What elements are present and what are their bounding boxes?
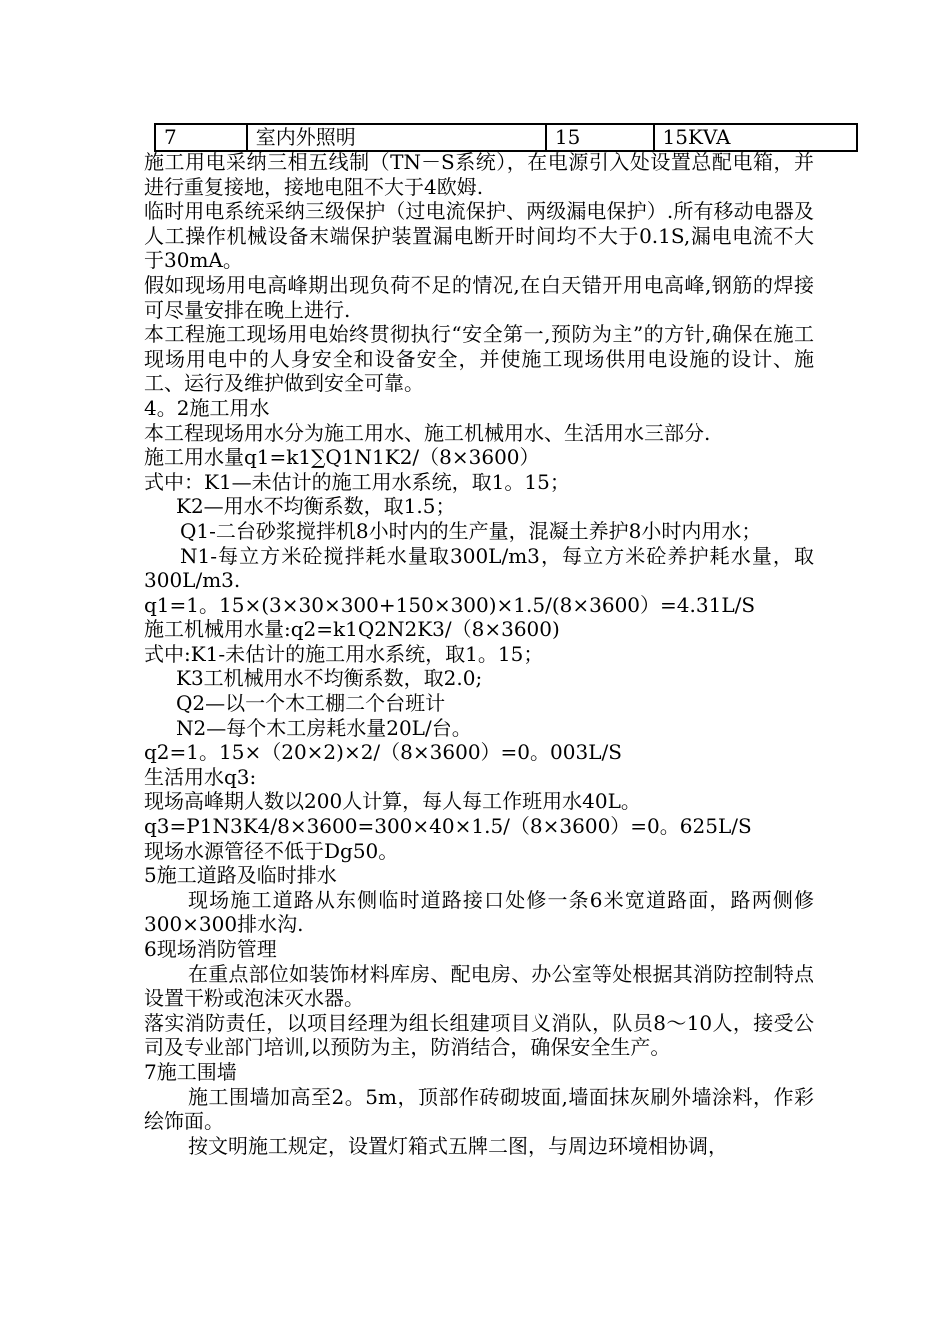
section-heading: 6现场消防管理 [144, 937, 277, 961]
paragraph: 施工用电采纳三相五线制（TN－S系统），在电源引入处设置总配电箱，并进行重复接地，接地电阻不大于4欧姆. [144, 150, 814, 199]
paragraph: 式中：K1—未估计的施工用水系统，取1。15； [144, 469, 570, 494]
cell-qty: 15 [546, 124, 654, 151]
document-body [144, 150, 814, 1158]
paragraph: 落实消防责任，以项目经理为组长组建项目义消队，队员8～10人，接受公司及专业部门培训,以预防为主，防消结合，确保安全生产。 [144, 1010, 814, 1060]
paragraph: 现场高峰期人数以200人计算，每人每工作班用水40L。 [144, 789, 641, 814]
paragraph: 临时用电系统采纳三级保护（过电流保护、两级漏电保护）.所有移动电器及人工操作机械设备末端保护装置漏电断开时间均不大于0.1S,漏电电流不大于30mA。 [144, 199, 814, 273]
definition-line: K3工机械用水不均衡系数，取2.0; [176, 666, 483, 691]
cell-no: 7 [155, 124, 247, 151]
paragraph: 现场水源管径不低于Dg50。 [144, 838, 399, 863]
paragraph: 本工程现场用水分为施工用水、施工机械用水、生活用水三部分. [144, 420, 711, 445]
formula-line: q1=1。15×(3×30×300+150×300)×1.5/(8×3600）=4.31L/S [144, 592, 756, 617]
paragraph: 现场施工道路从东侧临时道路接口处修一条6米宽道路面，路两侧修300×300排水沟. [144, 887, 814, 937]
definition-line: N1-每立方米砼搅拌耗水量取300L/m3，每立方米砼养护耗水量，取300L/m3. [144, 543, 814, 593]
section-heading: 4。2施工用水 [144, 395, 270, 420]
paragraph: 式中:K1-未估计的施工用水系统，取1。15； [144, 641, 544, 666]
paragraph: 按文明施工规定，设置灯箱式五牌二图，与周边环境相协调， [188, 1133, 728, 1158]
paragraph: 假如现场用电高峰期出现负荷不足的情况,在白天错开用电高峰,钢筋的焊接可尽量安排在晚上进行. [144, 272, 814, 322]
table-row [155, 124, 857, 151]
formula-line: 施工机械用水量:q2=k1Q2N2K3/（8×3600) [144, 617, 560, 642]
paragraph: 在重点部位如装饰材料库房、配电房、办公室等处根据其消防控制特点设置干粉或泡沫灭水器。 [144, 961, 814, 1011]
paragraph: 生活用水q3: [144, 764, 257, 789]
cell-power: 15KVA [654, 124, 857, 151]
equipment-table [154, 123, 858, 152]
formula-line: q3=P1N3K4/8×3600=300×40×1.5/（8×3600）=0。625L/S [144, 814, 752, 839]
definition-line: K2—用水不均衡系数，取1.5； [176, 494, 456, 519]
section-heading: 7施工围墙 [144, 1059, 237, 1084]
formula-line: 施工用水量q1=k1∑Q1N1K2/（8×3600） [144, 445, 540, 470]
definition-line: Q2—以一个木工棚二个台班计 [176, 691, 446, 716]
cell-name: 室内外照明 [247, 124, 546, 151]
section-heading: 5施工道路及临时排水 [144, 863, 337, 888]
formula-line: q2=1。15×（20×2)×2/（8×3600）=0。003L/S [144, 740, 622, 765]
paragraph: 施工围墙加高至2。5m，顶部作砖砌坡面,墙面抹灰刷外墙涂料，作彩绘饰面。 [144, 1084, 814, 1134]
definition-line: N2—每个木工房耗水量20L/台。 [176, 715, 472, 740]
paragraph: 本工程施工现场用电始终贯彻执行“安全第一,预防为主”的方针,确保在施工现场用电中的人身安全和设备安全，并使施工现场供用电设施的设计、施工、运行及维护做到安全可靠。 [144, 322, 814, 396]
definition-line: Q1-二台砂浆搅拌机8小时内的生产量，混凝土养护8小时内用水； [180, 518, 762, 543]
